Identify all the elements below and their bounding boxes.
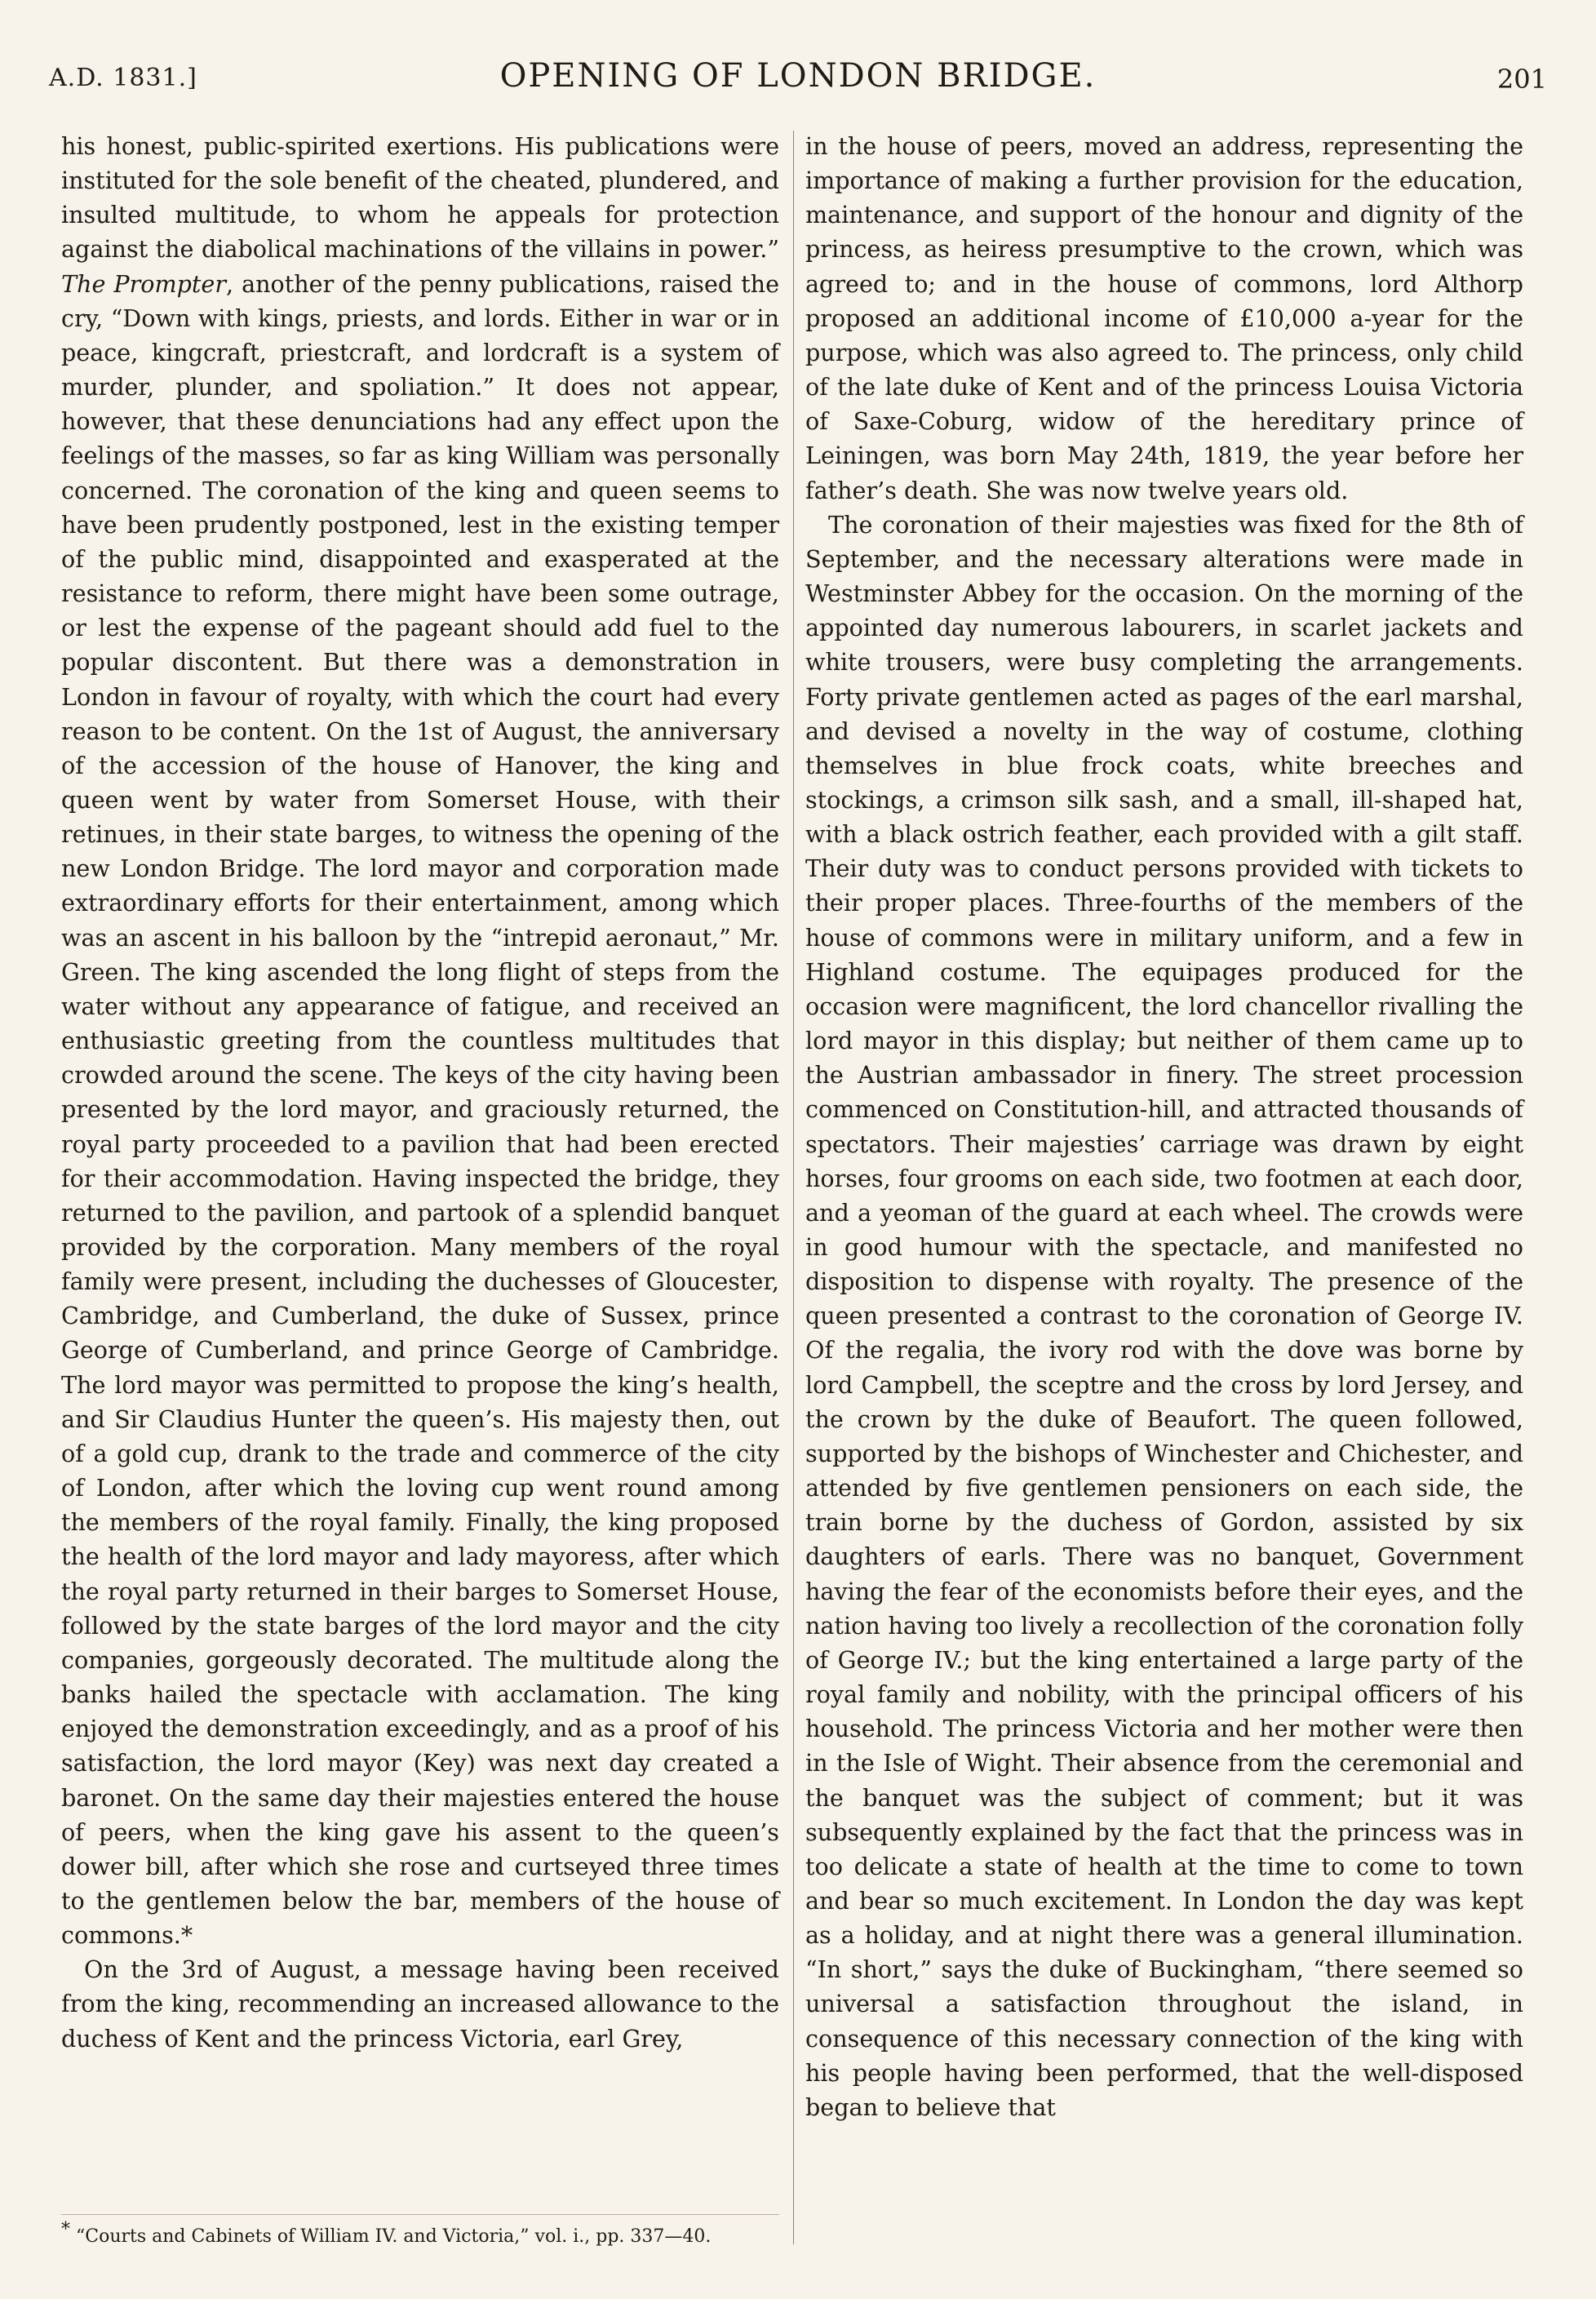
column-divider [793,131,794,2244]
right-paragraph-1: in the house of peers, moved an address, representing the importance of making a further provision for the education, maintenance, and support of the honour and dignity of the princess, as heiress presumptive to the crown, which was agreed to; and in the house of commons, lord Althorp proposed an additional income of £10,000 a-year for the purpose, which was also agreed to. The princess, only child of the late duke of Kent and of the princess Louisa Victoria of Saxe-Coburg, widow of the hereditary prince of Leiningen, was born May 24th, 1819, the year before her father’s death. She was now twelve years old. [805,132,1523,504]
left-column [61,129,779,2056]
page-number: 201 [1496,64,1547,95]
italic-title: The Prompter [61,269,227,298]
right-column [805,129,1523,2124]
right-paragraph-2: The coronation of their majesties was fixed for the 8th of September, and the necessary alterations were made in Westminster Abbey for the occasion. On the morning of the appointed day numerous labourers, in scarlet jackets and white trousers, were busy completing the arrangements. Forty private gentlemen acted as pages of the earl marshal, and devised a novelty in the way of costume, clothing themselves in blue frock coats, white breeches and stockings, a crimson silk sash, and a small, ill-shaped hat, with a black ostrich feather, each provided with a gilt staff. Their duty was to conduct persons provided with tickets to their proper places. Three-fourths of the members of the house of commons were in military uniform, and a few in Highland costume. The equipages produced for the occasion were magnificent, the lord chancellor rivalling the lord mayor in this display; but neither of them came up to the Austrian ambassador in finery. The street procession commenced on Constitution-hill, and attracted thousands of spectators. Their majesties’ carriage was drawn by eight horses, four grooms on each side, two footmen at each door, and a yeoman of the guard at each wheel. The crowds were in good humour with the spectacle, and manifested no disposition to dispense with royalty. The presence of the queen presented a contrast to the coronation of George IV. Of the regalia, the ivory rod with the dove was borne by lord Campbell, the sceptre and the cross by lord Jersey, and the crown by the duke of Beaufort. The queen followed, supported by the bishops of Winchester and Chichester, and attended by five gentlemen pensioners on each side, the train borne by the duchess of Gordon, assisted by six daughters of earls. There was no banquet, Government having the fear of the economists before their eyes, and the nation having too lively a recollection of the coronation folly of George IV.; but the king entertained a large party of the royal family and nobility, with the principal officers of his household. The princess Victoria and her mother were then in the Isle of Wight. Their absence from the ceremonial and the banquet was the subject of comment; but it was subsequently explained by the fact that the princess was in too delicate a state of health at the time to come to town and bear so much excitement. In London the day was kept as a holiday, and at night there was a general illumination. “In short,” says the duke of Buckingham, “there seemed so universal a satisfaction throughout the island, in consequence of this necessary connection of the king with his people having been performed, that the well-disposed began to believe that [805,510,1523,2121]
running-header [49,57,1547,106]
footnote [61,2219,779,2249]
footnote-mark: * [61,2219,70,2240]
footnote-rule [61,2214,779,2215]
left-paragraph-2: On the 3rd of August, a message having been received from the king, recommending an increased allowance to the duchess of Kent and the princess Victoria, earl Grey, [61,1955,779,2053]
header-title: OPENING OF LONDON BRIDGE. [499,57,1097,95]
left-paragraph-1: his honest, public-spirited exertions. His publications were instituted for the sole benefit of the cheated, plundered, and insulted multitude, to whom he appeals for protection against the diabolical machinations of the villains in power.” The Prompter, another of the penny publications, raised the cry, “Down with kings, priests, and lords. Either in war or in peace, kingcraft, priestcraft, and lordcraft is a system of murder, plunder, and spoliation.” It does not appear, however, that these denunciations had any effect upon the feelings of the masses, so far as king William was personally concerned. The coronation of the king and queen seems to have been prudently postponed, lest in the existing temper of the public mind, disappointed and exasperated at the resistance to reform, there might have been some outrage, or lest the expense of the pageant should add fuel to the popular discontent. But there was a demonstration in London in favour of royalty, with which the court had every reason to be content. On the 1st of August, the anniversary of the accession of the house of Hanover, the king and queen went by water from Somerset House, with their retinues, in their state barges, to witness the opening of the new London Bridge. The lord mayor and corporation made extraordinary efforts for their entertainment, among which was an ascent in his balloon by the “intrepid aeronaut,” Mr. Green. The king ascended the long flight of steps from the water without any appearance of fatigue, and received an enthusiastic greeting from the countless multitudes that crowded around the scene. The keys of the city having been presented by the lord mayor, and graciously returned, the royal party proceeded to a pavilion that had been erected for their accommodation. Having inspected the bridge, they returned to the pavilion, and partook of a splendid banquet provided by the corporation. Many members of the royal family were present, including the duchesses of Gloucester, Cambridge, and Cumberland, the duke of Sussex, prince George of Cumberland, and prince George of Cambridge. The lord mayor was permitted to propose the king’s health, and Sir Claudius Hunter the queen’s. His majesty then, out of a gold cup, drank to the trade and commerce of the city of London, after which the loving cup went round among the members of the royal family. Finally, the king proposed the health of the lord mayor and lady mayoress, after which the royal party returned in their barges to Somerset House, followed by the state barges of the lord mayor and the city companies, gorgeously decorated. The multitude along the banks hailed the spectacle with acclamation. The king enjoyed the demonstration exceedingly, and as a proof of his satisfaction, the lord mayor (Key) was next day created a baronet. On the same day their majesties entered the house of peers, when the king gave his assent to the queen’s dower bill, after which she rose and curtseyed three times to the gentlemen below the bar, members of the house of commons.* [61,132,779,1950]
header-date: A.D. 1831.] [49,64,197,92]
footnote-text: “Courts and Cabinets of William IV. and Victoria,” vol. i., pp. 337—40. [76,2226,712,2247]
